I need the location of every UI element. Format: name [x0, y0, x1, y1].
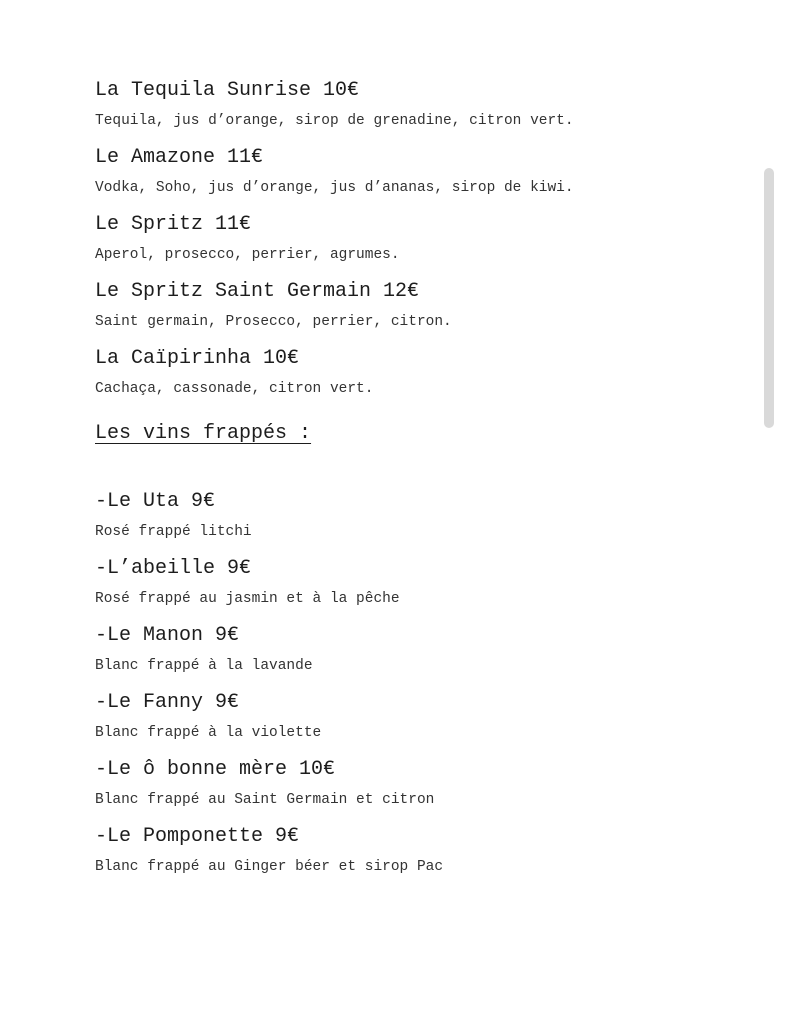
cocktail-list [95, 76, 735, 399]
section-spacer [95, 449, 735, 487]
item-description: Rosé frappé au jasmin et à la pêche [95, 591, 400, 607]
menu-item [95, 344, 735, 399]
item-title: -Le ô bonne mère 10€ [95, 758, 336, 781]
wine-list [95, 487, 735, 877]
menu-item [95, 277, 735, 332]
menu-item [95, 143, 735, 198]
menu-item [95, 210, 735, 265]
menu-item [95, 621, 735, 676]
item-title: La Tequila Sunrise 10€ [95, 79, 360, 102]
item-title: Le Spritz 11€ [95, 213, 252, 236]
item-description: Saint germain, Prosecco, perrier, citron. [95, 314, 452, 330]
item-title: -Le Manon 9€ [95, 624, 240, 647]
item-description: Blanc frappé au Saint Germain et citron [95, 792, 435, 808]
menu-item [95, 822, 735, 877]
item-description: Cachaça, cassonade, citron vert. [95, 381, 374, 397]
item-description: Vodka, Soho, jus d’orange, jus d’ananas, sirop de kiwi. [95, 180, 574, 196]
item-title: -Le Uta 9€ [95, 490, 216, 513]
menu-item [95, 554, 735, 609]
item-title: La Caïpirinha 10€ [95, 347, 300, 370]
menu-item [95, 755, 735, 810]
item-description: Blanc frappé au Ginger béer et sirop Pac [95, 859, 444, 875]
item-title: Le Spritz Saint Germain 12€ [95, 280, 420, 303]
item-description: Tequila, jus d’orange, sirop de grenadine, citron vert. [95, 113, 574, 129]
item-description: Blanc frappé à la lavande [95, 658, 313, 674]
item-title: -Le Fanny 9€ [95, 691, 240, 714]
scrollbar-thumb[interactable] [764, 168, 774, 428]
section-heading-wines: Les vins frappés : [95, 422, 312, 445]
item-title: -L’abeille 9€ [95, 557, 252, 580]
item-description: Rosé frappé litchi [95, 524, 252, 540]
menu-item [95, 487, 735, 542]
vertical-scrollbar[interactable] [764, 168, 774, 428]
item-description: Blanc frappé à la violette [95, 725, 322, 741]
item-title: -Le Pomponette 9€ [95, 825, 300, 848]
menu-content [95, 76, 735, 889]
menu-item [95, 688, 735, 743]
item-title: Le Amazone 11€ [95, 146, 264, 169]
menu-item [95, 76, 735, 131]
item-description: Aperol, prosecco, perrier, agrumes. [95, 247, 400, 263]
